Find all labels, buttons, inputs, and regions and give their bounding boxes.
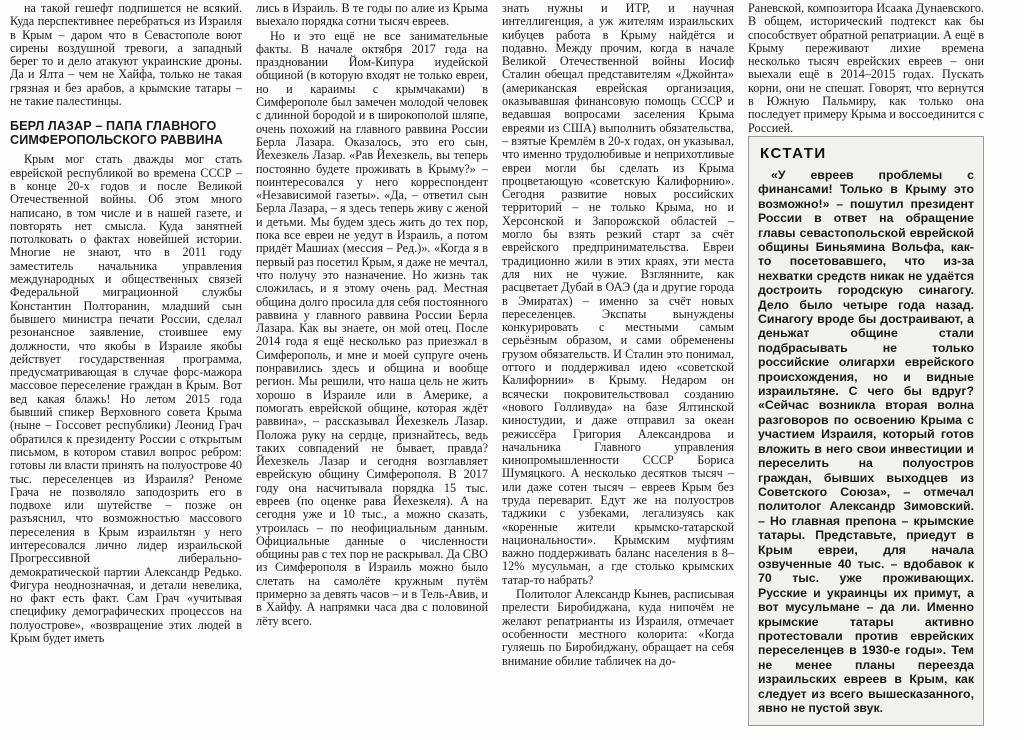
section-subheading: БЕРЛ ЛАЗАР – ПАПА ГЛАВНОГО СИМФЕРОПОЛЬСКОГО РАВВИНА xyxy=(10,119,223,148)
paragraph: на такой гешефт подпишется не всякий. Куда перспективнее перебраться из Израиля в Крым – даром что в Севастополе воют сирены воздушной тревоги, а западный берег то и дело атакуют украинские дроны. Да и Ялта – чем не Хайфа, только не такая грязная и без арабов, а крымские татары – не такие палестинцы. xyxy=(10,1,242,109)
column-2 xyxy=(256,0,488,629)
sidebar-title: КСТАТИ xyxy=(760,144,827,162)
article-columns xyxy=(10,0,1014,740)
paragraph: Раневской, композитора Исаака Дунаевского. В общем, исторический подтекст как бы способствует обратной репатриации. А ещё в Крыму переживают лихие времена несколько тысяч еврейских евреев – они выехали ещё в 2014–2015 годах. Пускать корни, они не спешат. Говорят, что вернутся в Южную Пальмиру, как только она последует примеру Крыма и воссоединится с Россией. xyxy=(748,1,984,135)
column-4 xyxy=(748,0,984,726)
paragraph: Но и это ещё не все занимательные факты. В начале октября 2017 года на праздновании Йом-Кипура иудейской общиной (в которую входят не только евреи, но и караимы с крымчаками) в Симферополе был замечен молодой человек с длинной бородой и в широкополой шляпе, очень похожий на главного раввина России Берла Лазара. Оказалось, это его сын, Йехезкель Лазар. «Рав Йехезкель, вы теперь постоянно будете проживать в Крыму?» – поинтересовался у него корреспондент «Независимой газеты». «Да, – ответил сын Берла Лазара, – я здесь теперь живу с женой и детьми. Мы будем здесь жить до тех пор, пока все евреи не уедут в Израиль, а потом придёт Машиах (мессия – Ред.)». «Когда я в первый раз посетил Крым, я даже не мечтал, что получу это назначение. Но жизнь так сложилась, и я этому очень рад. Местная община долго просила для себя постоянного раввина у главного раввина России Берла Лазара. Как вы знаете, он мой отец. После 2014 года я ещё несколько раз приезжал в Симферополь, и мне и моей супруге очень понравились здесь и община и вообще регион. Мы решили, что наша цель не жить хорошо в Израиле или в Америке, а помогать еврейской общине, которая ждёт раввина», – рассказывал Йехезкель Лазар. Положа руку на сердце, признайтесь, ведь таких совпадений не бывает, правда? Йехезкель Лазар и сегодня возглавляет еврейскую общину Симферополя. В 2017 году она насчитывала порядка 15 тыс. евреев (по оценке рава Йехезкеля). А на сегодня уже и 10 тыс., а можно сказать, утроилась – по неофициальным данным. Официальные данные о численности общины рав с тех пор не раскрывал. Да СВО из Симферополя в Израиль можно было слетать на самолёте кружным путём примерно за девять часов – и в Тель-Авив, и в Хайфу. А напрямки часа два с половиной лёту всего. xyxy=(256,28,488,628)
paragraph: знать нужны и ИТР, и научная интеллигенция, а уж жителям израильских кибуцев работа в Крыму найдётся и подавно. Между прочим, когда в начале Великой Отечественной войны Иосиф Сталин обещал представителям «Джойнта» (американская еврейская организация, оказывавшая финансовую помощь СССР и ведавшая вопросами заселения Крыма евреями из США) выполнить обязательства, – взятые Кремлём в 20-х годах, он указывал, что именно трудолюбивые и неприхотливые евреи могли бы сделать из Крыма процветающую «советскую Калифорнию». Сегодня развитие новых российских территорий – не только Крыма, но и Херсонской и Запорожской областей – могло бы взять резкий старт за счёт еврейского предпринимательства. Евреи традиционно жили в этих краях, эти места для них не чужие. Взглянните, как расцветает Дубай в ОАЭ (да и другие города в Эмиратах) – именно за счёт новых переселенцев. Экспаты вынуждены конкурировать с местными самым серьёзным образом, и сами обременены грузом обязательств. И Сталин это понимал, оттого и поддерживал идею «советской Калифорнии» в Крыму. Недаром он всячески покровительствовал созданию «нового Голливуда» на базе Ялтинской киностудии, и даже отправил за океан режиссёра Григория Александрова и начальника Главного управления кинопромышленности СССР Бориса Шумяцкого. А несколько десятков тысяч – или даже сотен тысяч – евреев Крым без труда переварит. Едут же на полуостров таджики с узбеками, легализуясь как «коренные жители крымско-татарской национальности». Крымским муфтиям важно поддерживать баланс населения в 8–12% мусульман, а где столько крымских татар-то набрать? xyxy=(502,1,734,587)
sidebar-paragraph: «У евреев проблемы с финансами! Только в Крыму это возможно!» – пошутил президент России в ответ на обращение главы севастопольской еврейской общины Биньямина Вольфа, как-то посетовавшего, что из-за нехватки средств никак не удаётся достроить городскую синагогу. Дело было четыре года назад. Синагогу вроде бы достраивают, а деньжат общине стали подбрасывать не только российские олигархи еврейского происхождения, но и видные израильтяне. С чего бы вдруг? «Сейчас возникла вторая волна разговоров по освоению Крыма с участием Израиля, который готов вложить в него свои инвестиции и переселить на полуостров граждан, бывших выходцев из Советского Союза», – отмечал политолог Александр Зимовский. – Но главная препона – крымские татары. Представьте, приедут в Крым евреи, для начала озвученные 40 тыс. – вдобавок к 70 тыс. уже проживающих. Русские и украинцы их примут, а вот мусульмане – да ли. Именно крымские татары активно протестовали против еврейских переселенцев в 1930-е годы». Тем не менее планы переезда израильских евреев в Крым, как следует из всего вышесказанного, явно не пустой звук. xyxy=(758,167,974,715)
column-3 xyxy=(502,0,734,669)
column-1 xyxy=(10,0,242,646)
paragraph: Политолог Александр Кынев, расписывая прелести Биробиджана, куда нипочём не желают репатрианты из Израиля, отмечает особенности местного колорита: «Когда гуляешь по Биробиджану, обращает на себя внимание обилие табличек на до- xyxy=(502,587,734,668)
kstati-sidebar xyxy=(748,136,984,726)
paragraph: Крым мог стать дважды мог стать еврейской республикой во времена СССР – в конце 20-х годов и после Великой Отечественной войны. Об этом много написано, в том числе и в нашей газете, и повторять нет смысла. Куда занятней потолковать о фактах новейшей истории. Многие не знают, что в 2011 году заместитель начальника управления международных и общественных связей Федеральной миграционной службы Константин Полторанин, младший сын бывшего министра печати России, сделал резонансное заявление, стоившее ему должности, что якобы в Израиле якобы действует государственная программа, предусматривающая в случае форс-мажора массовое переселение граждан в Крым. Вот вед какая блажь! Но летом 2015 года бывший спикер Верховного совета Крыма (ныне – Госсовет республики) Леонид Грач обратился к президенту России с открытым письмом, в котором ставил вопрос ребром: готовы ли власти принять на полуострове 40 тыс. переселенцев из Израиля? Реноме Грача не позволяло заподозрить его в подвохе или шутействе – позже он разъяснил, что возможностью массового переселения в Крым израильтян у него интересовался лично лидер израильской Прогрессивной либерально-демократической партии Александр Редько. Фигура неоднозначная, и детали невелика, но факт есть факт. Сам Грач «учитывая специфику демографических процессов на полуострове», «возвращение этих людей в Крым будет иметь xyxy=(10,152,242,646)
paragraph: лись в Израиль. В те годы по алие из Крыма выехало порядка сотни тысяч евреев. xyxy=(256,1,488,29)
